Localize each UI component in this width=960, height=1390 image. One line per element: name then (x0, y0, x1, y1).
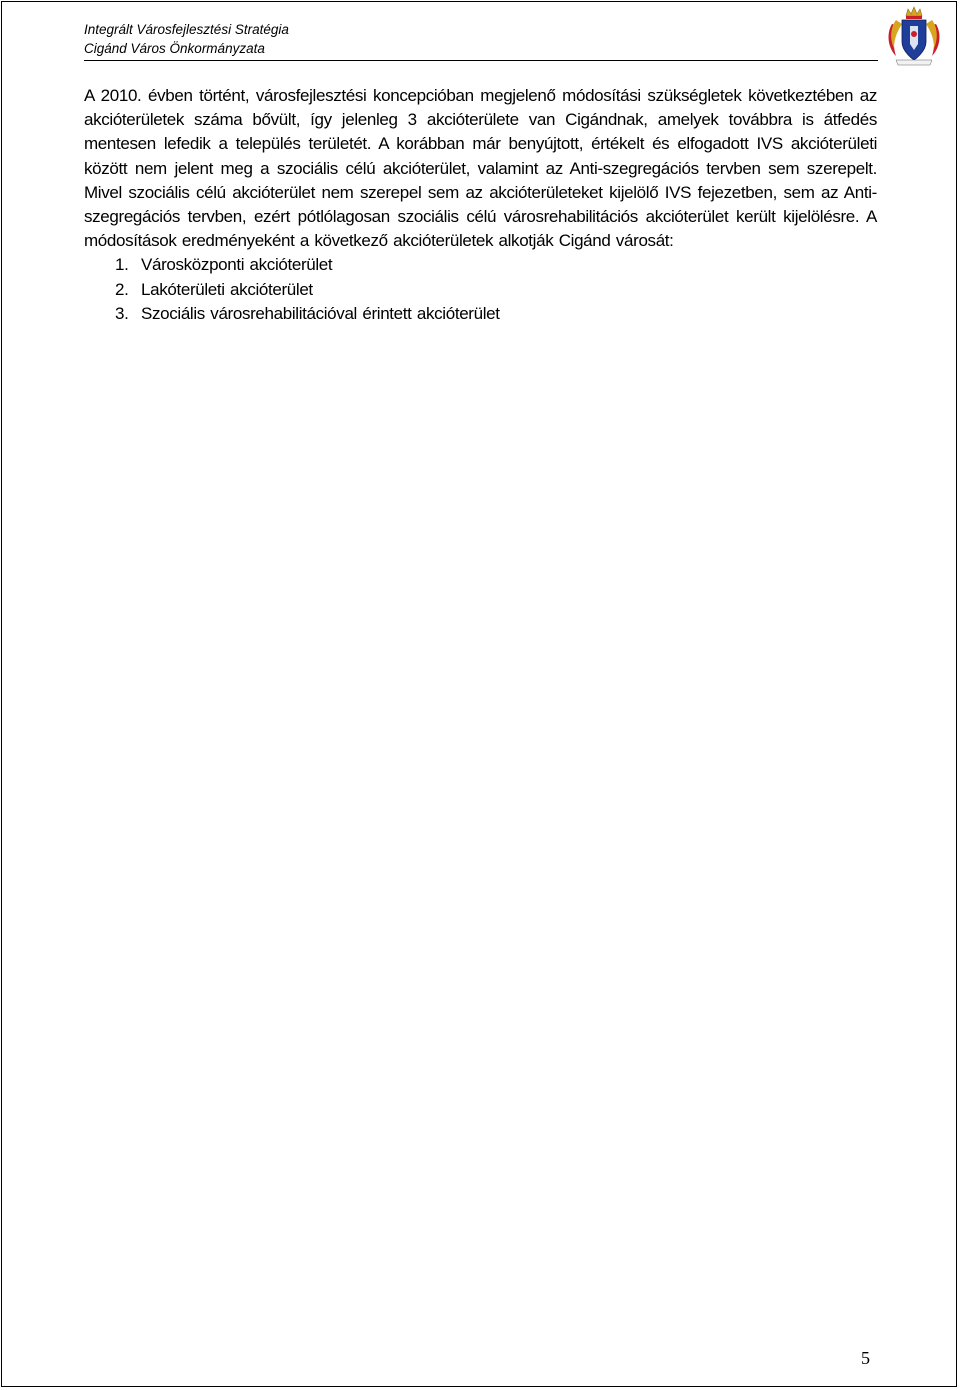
list-item-number: 1. (115, 255, 129, 275)
list-item (84, 302, 877, 326)
header-title: Integrált Városfejlesztési Stratégia (84, 22, 289, 37)
page-header (84, 20, 878, 61)
list-item-text: Városközponti akcióterület (141, 255, 333, 275)
page-number: 5 (861, 1348, 870, 1368)
header-subtitle: Cigánd Város Önkormányzata (84, 41, 265, 56)
list-item-number: 3. (115, 303, 129, 323)
list-item (84, 253, 877, 277)
list-item-text: Szociális városrehabilitációval érintett akcióterület (141, 303, 500, 323)
list-item-number: 2. (115, 279, 129, 299)
action-area-list (84, 253, 877, 326)
list-item-text: Lakóterületi akcióterület (141, 279, 313, 299)
coat-of-arms-icon (886, 4, 942, 68)
body-paragraph: A 2010. évben történt, városfejlesztési koncepcióban megjelenő módosítási szükségletek következtében az akcióterületek száma bővült, így jelenleg 3 akcióterülete van Cigándnak, amelyek továbbra is átfedés mentesen lefedik a település területét. A korábban már benyújtott, értékelt és elfogadott IVS akcióterületi között nem jelent meg a szociális célú akcióterület, valamint az Anti-szegregációs tervben sem szerepelt. Mivel szociális célú akcióterület nem szerepel sem az akcióterületeket kijelölő IVS fejezetben, sem az Anti-szegregációs tervben, ezért pótlólagosan szociális célú városrehabilitációs akcióterület került kijelölésre. A módosítások eredményeként a következő akcióterületek alkotják Cigánd városát: (84, 86, 877, 251)
main-content (84, 84, 877, 326)
list-item (84, 278, 877, 302)
